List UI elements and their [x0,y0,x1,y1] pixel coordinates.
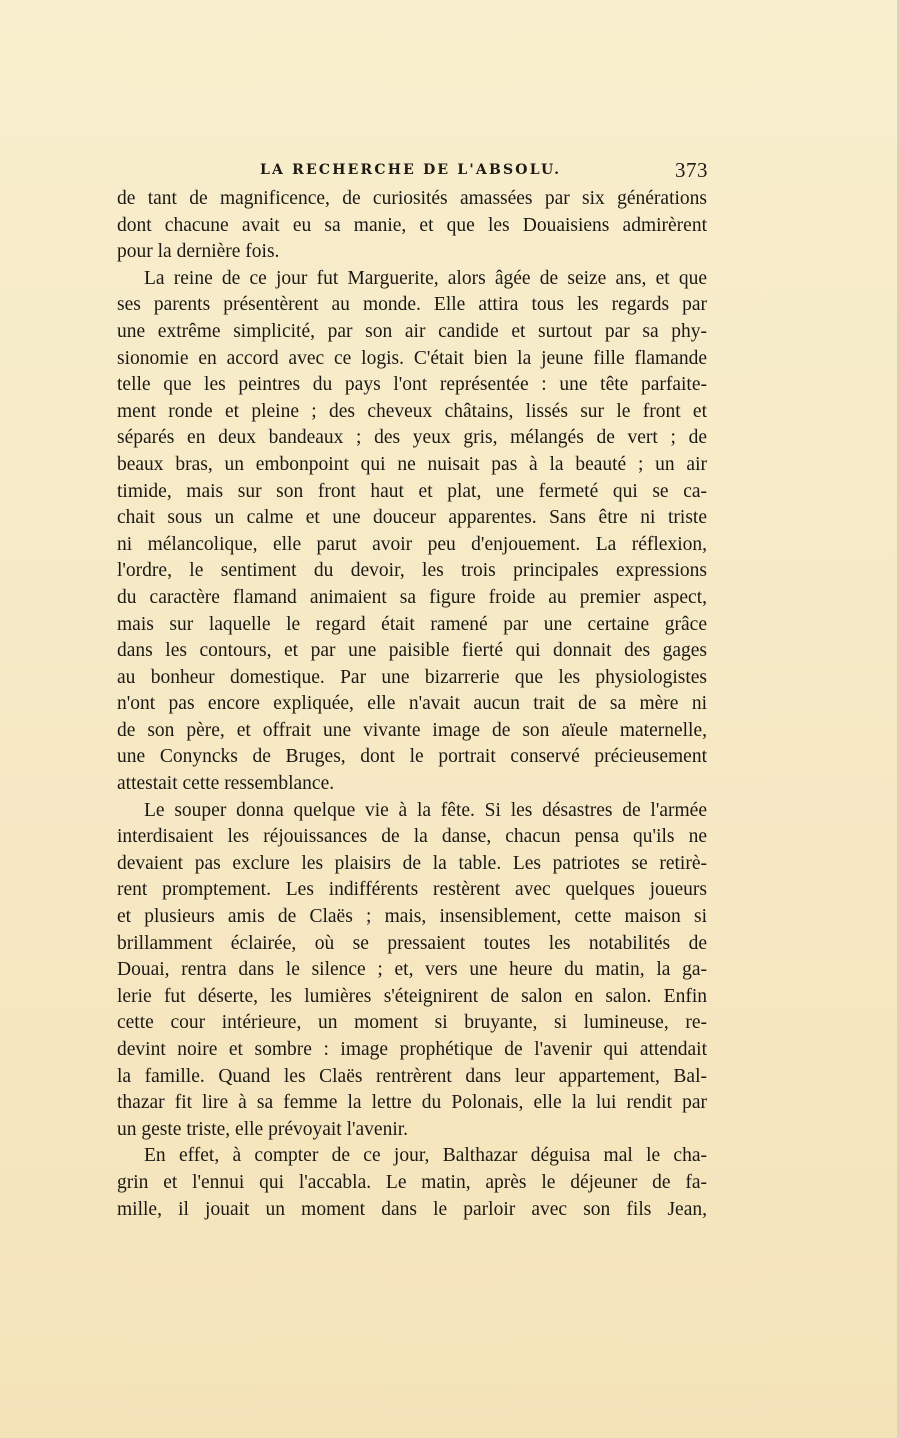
text-line: au bonheur domestique. Par une bizarrerie que les physiologistes [117,666,707,688]
running-header [260,158,708,182]
text-line: attestait cette ressemblance. [117,773,335,795]
text-line: interdisaient les réjouissances de la danse, chacun pensa qu'ils ne [117,826,707,848]
text-line: grin et l'ennui qui l'accabla. Le matin, après le déjeuner de fa- [117,1171,707,1193]
text-line: de son père, et offrait une vivante image de son aïeule maternelle, [117,719,707,741]
paragraph [117,186,707,266]
text-line: devaient pas exclure les plaisirs de la table. Les patriotes se retirè- [117,852,707,874]
text-line: ni mélancolique, elle parut avoir peu d'enjouement. La réflexion, [117,533,707,555]
text-line: l'ordre, le sentiment du devoir, les trois principales expressions [117,560,707,582]
text-line: Douai, rentra dans le silence ; et, vers une heure du matin, la ga- [117,959,707,981]
text-line: dont chacune avait eu sa manie, et que les Douaisiens admirèrent [117,214,707,236]
text-line: rent promptement. Les indifférents restèrent avec quelques joueurs [117,879,707,901]
text-line: séparés en deux bandeaux ; des yeux gris, mélangés de vert ; de [117,427,707,449]
text-line: lerie fut déserte, les lumières s'éteignirent de salon en salon. Enfin [117,985,707,1007]
text-line: En effet, à compter de ce jour, Balthazar déguisa mal le cha- [144,1145,707,1167]
text-line: mais sur laquelle le regard était ramené par une certaine grâce [117,613,707,635]
text-line: La reine de ce jour fut Marguerite, alors âgée de seize ans, et que [144,267,707,289]
text-line: timide, mais sur son front haut et plat, une fermeté qui se ca- [117,480,707,502]
text-line: de tant de magnificence, de curiosités amassées par six générations [117,188,707,209]
text-line: n'ont pas encore expliquée, elle n'avait aucun trait de sa mère ni [117,693,707,715]
text-line: brillamment éclairée, où se pressaient toutes les notabilités de [117,932,707,954]
paragraph [117,798,707,1144]
text-line: ses parents présentèrent au monde. Elle attira tous les regards par [117,294,707,316]
text-line: sionomie en accord avec ce logis. C'était bien la jeune fille flamande [117,347,707,369]
text-line: une extrême simplicité, par son air candide et surtout par sa phy- [117,320,707,342]
text-line: la famille. Quand les Claës rentrèrent dans leur appartement, Bal- [117,1065,707,1087]
text-line: une Conyncks de Bruges, dont le portrait conservé précieusement [117,746,707,768]
text-line: et plusieurs amis de Claës ; mais, insensiblement, cette maison si [117,906,707,928]
text-line: du caractère flamand animaient sa figure froide au premier aspect, [117,586,707,608]
text-line: ment ronde et pleine ; des cheveux châtains, lissés sur le front et [117,400,707,422]
text-line: Le souper donna quelque vie à la fête. Si les désastres de l'armée [144,799,707,821]
text-line: pour la dernière fois. [117,241,280,263]
text-line: mille, il jouait un moment dans le parloir avec son fils Jean, [117,1198,707,1220]
paragraph [117,1143,707,1223]
page-number: 373 [675,158,708,182]
body-text [117,186,707,1223]
text-line: dans les contours, et par une paisible fierté qui donnait des gages [117,640,707,662]
text-line: telle que les peintres du pays l'ont représentée : une tête parfaite- [117,374,707,396]
text-line: devint noire et sombre : image prophétique de l'avenir qui attendait [117,1039,707,1060]
text-line: un geste triste, elle prévoyait l'avenir. [117,1118,409,1140]
running-title: LA RECHERCHE DE L'ABSOLU. [260,162,562,178]
text-line: thazar fit lire à sa femme la lettre du Polonais, elle la lui rendit par [117,1092,707,1114]
text-line: beaux bras, un embonpoint qui ne nuisait pas à la beauté ; un air [117,453,707,475]
paragraph [117,266,707,798]
text-line: cette cour intérieure, un moment si bruyante, si lumineuse, re- [117,1012,707,1034]
text-line: chait sous un calme et une douceur apparentes. Sans être ni triste [117,507,707,529]
